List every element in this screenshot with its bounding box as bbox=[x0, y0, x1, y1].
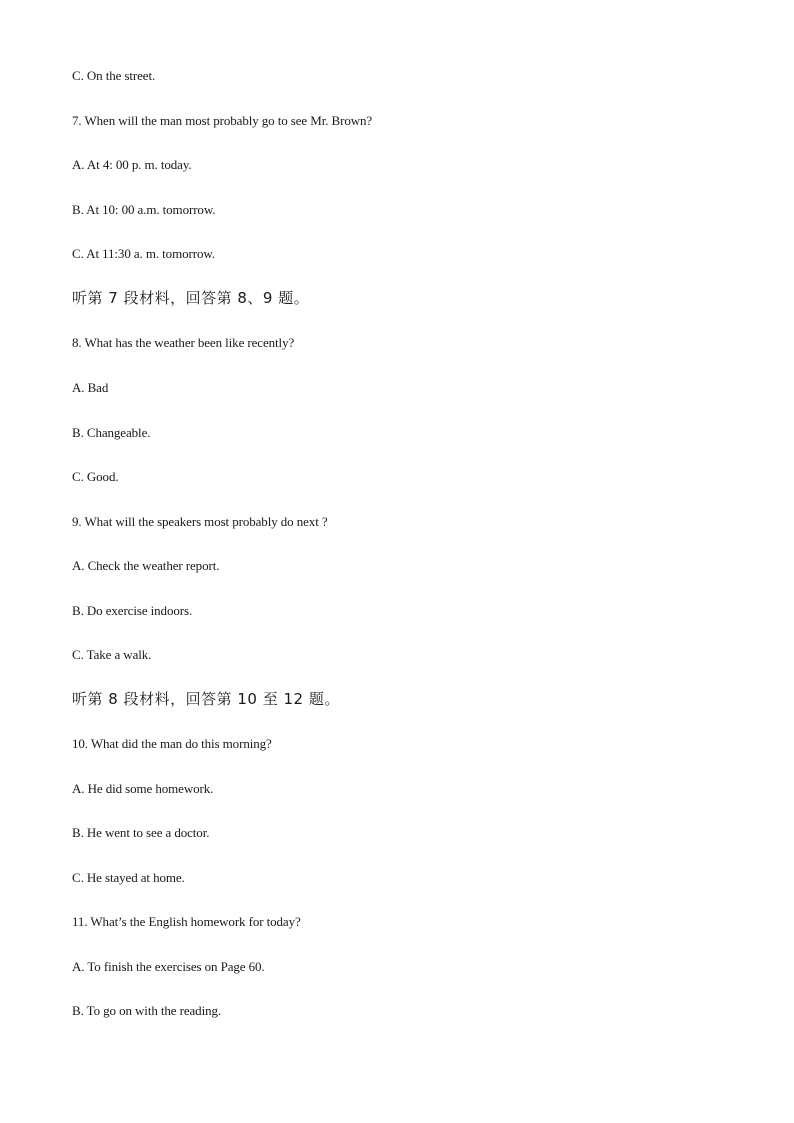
section-heading-8: 听第 8 段材料，回答第 10 至 12 题。 bbox=[72, 690, 340, 708]
question-8: 8. What has the weather been like recently? bbox=[72, 335, 295, 350]
option-b-q7: B. At 10: 00 a.m. tomorrow. bbox=[72, 202, 216, 217]
option-b-q9: B. Do exercise indoors. bbox=[72, 603, 193, 618]
option-c-q10: C. He stayed at home. bbox=[72, 870, 185, 885]
option-b-q8: B. Changeable. bbox=[72, 425, 151, 440]
option-c-q9: C. Take a walk. bbox=[72, 647, 152, 662]
option-a-q10: A. He did some homework. bbox=[72, 781, 214, 796]
option-b-q11: B. To go on with the reading. bbox=[72, 1003, 222, 1018]
option-c-q7: C. At 11:30 a. m. tomorrow. bbox=[72, 246, 215, 261]
option-b-q10: B. He went to see a doctor. bbox=[72, 825, 210, 840]
option-a-q7: A. At 4: 00 p. m. today. bbox=[72, 157, 192, 172]
option-a-q9: A. Check the weather report. bbox=[72, 558, 220, 573]
option-c-q6: C. On the street. bbox=[72, 68, 156, 83]
option-c-q8: C. Good. bbox=[72, 469, 119, 484]
question-9: 9. What will the speakers most probably do next ? bbox=[72, 514, 328, 529]
question-10: 10. What did the man do this morning? bbox=[72, 736, 272, 751]
option-a-q8: A. Bad bbox=[72, 380, 109, 395]
section-heading-7: 听第 7 段材料，回答第 8、9 题。 bbox=[72, 289, 310, 307]
question-7: 7. When will the man most probably go to see Mr. Brown? bbox=[72, 113, 373, 128]
question-11: 11. What’s the English homework for today? bbox=[72, 914, 301, 929]
option-a-q11: A. To finish the exercises on Page 60. bbox=[72, 959, 265, 974]
